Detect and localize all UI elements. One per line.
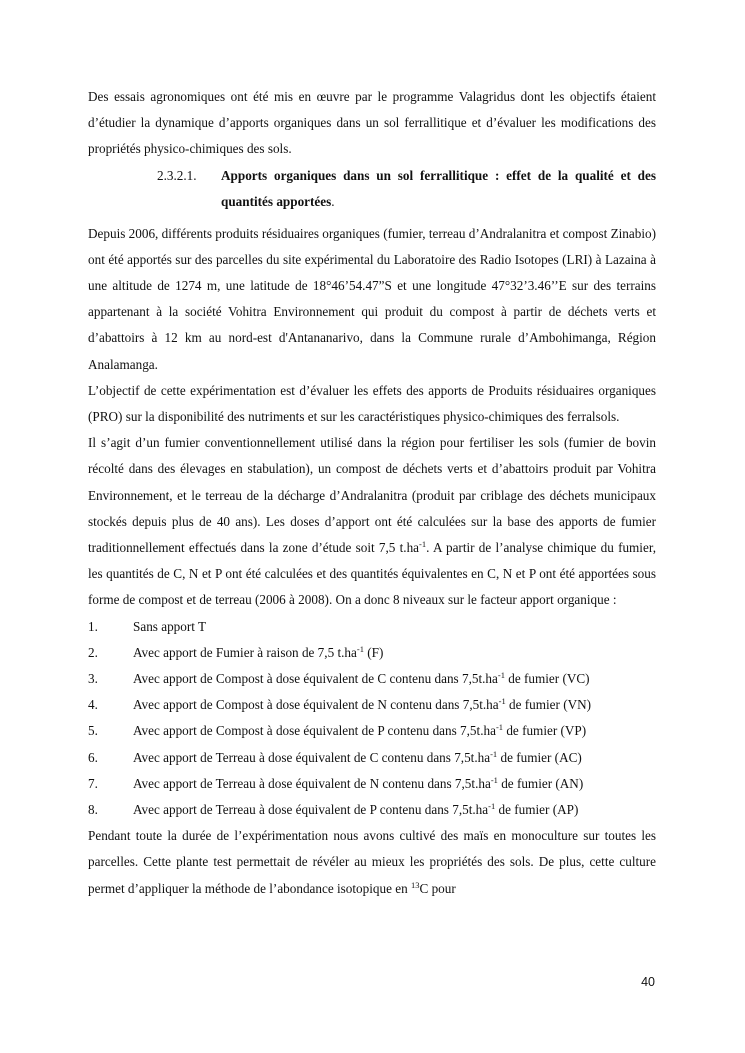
list-item-text <box>133 614 206 640</box>
section-title <box>221 163 656 215</box>
section-number: 2.3.2.1. <box>157 167 197 183</box>
list-item-label: Avec apport de Compost à dose équivalent de C contenu dans 7,5t.ha <box>133 671 498 687</box>
list-item-suffix: de fumier (VN) <box>505 697 592 713</box>
list-item-suffix: de fumier (AC) <box>497 749 582 765</box>
isotope-superscript: 13 <box>410 879 420 890</box>
paragraph-treatments <box>88 430 656 613</box>
list-item-number: 8. <box>88 802 98 818</box>
paragraph-culture <box>88 823 656 902</box>
list-item-suffix: de fumier (AP) <box>495 802 579 818</box>
page-number: 40 <box>641 975 655 989</box>
list-item-text <box>133 797 578 823</box>
list-item <box>88 797 656 823</box>
paragraph-site: Depuis 2006, différents produits résiduaires organiques (fumier, terreau d’Andralanitra et compost Zinabio) ont été apportés sur des parcelles du site expérimental du Laboratoire des Radio Isotopes (LRI) à Lazaina à une altitude de 1274 m, une latitude de 18°46’54.47”S et une longitude 47°32’3.46’’E sur des terrains appartenant à la société Vohitra Environnement qui produit du compost à partir de déchets verts et d’abattoirs à 12 km au nord-est d'Antananarivo, dans la Commune rurale d’Ambohimanga, Région Analamanga. <box>88 225 656 372</box>
list-item-label: Avec apport de Terreau à dose équivalent de N contenu dans 7,5t.ha <box>133 775 491 791</box>
paragraph-treatments-text-cont: . A partir de l’analyse chimique du fumier, les quantités de C, N et P ont été calculées et des quantités équivalentes en C, N et P ont été apportées sous forme de compost et de terreau (2006 à 2008). On a donc 8 niveaux sur le facteur apport organique : <box>88 540 656 608</box>
list-item-label: Avec apport de Terreau à dose équivalent de C contenu dans 7,5t.ha <box>133 749 491 765</box>
list-item-label: Avec apport de Terreau à dose équivalent de P contenu dans 7,5t.ha <box>133 802 489 818</box>
section-title-text: Apports organiques dans un sol ferrallitique : effet de la qualité et des quantités apportées <box>221 167 656 209</box>
list-item-superscript: -1 <box>490 748 498 759</box>
page-body <box>88 84 656 902</box>
list-item-text <box>133 640 383 666</box>
paragraph-treatments-text: Il s’agit d’un fumier conventionnellement utilisé dans la région pour fertiliser les sols (fumier de bovin récolté dans des élevages en stabulation), un compost de déchets verts et d’abattoirs produit par Vohitra Environnement, et le terreau de la décharge d’Andralanitra (produit par criblage des déchets municipaux stockés depuis plus de 40 ans). Les doses d’apport ont été calculées sur la base des apports de fumier traditionnellement effectués dans la zone d’étude soit 7,5 t.ha <box>88 435 656 556</box>
list-item <box>88 771 656 797</box>
list-item-superscript: -1 <box>488 801 496 812</box>
list-item-suffix: de fumier (VC) <box>504 671 590 687</box>
superscript: -1 <box>419 539 427 550</box>
section-title-tail: . <box>331 193 335 209</box>
list-item-superscript: -1 <box>495 722 504 733</box>
list-item <box>88 666 656 692</box>
list-item-superscript: -1 <box>498 696 506 707</box>
list-item-superscript: -1 <box>356 643 364 654</box>
list-item-number: 3. <box>88 671 98 687</box>
list-item-number: 6. <box>88 749 98 765</box>
list-item-label: Sans apport T <box>133 618 207 634</box>
treatment-list <box>88 614 656 824</box>
list-item <box>88 614 656 640</box>
list-item <box>88 640 656 666</box>
intro-paragraph: Des essais agronomiques ont été mis en œuvre par le programme Valagridus dont les objectifs étaient d’étudier la dynamique d’apports organiques dans un sol ferrallitique et d’évaluer les modifications des propriétés physico-chimiques des sols. <box>88 89 656 157</box>
list-item-label: Avec apport de Fumier à raison de 7,5 t.ha <box>133 644 357 660</box>
list-item-superscript: -1 <box>490 774 498 785</box>
list-item <box>88 692 656 718</box>
list-item-text <box>133 666 590 692</box>
list-item-superscript: -1 <box>497 670 505 681</box>
list-item-suffix: de fumier (VP) <box>503 723 587 739</box>
list-item-text <box>133 718 586 744</box>
list-item-text <box>133 745 582 771</box>
list-item <box>88 745 656 771</box>
paragraph-culture-text: Pendant toute la durée de l’expérimentation nous avons cultivé des maïs en monoculture sur toutes les parcelles. Cette plante test permettait de révéler au mieux les propriétés des sols. De plus, cette culture permet d’appliquer la méthode de l’abondance isotopique en <box>88 828 656 896</box>
list-item-text <box>133 771 583 797</box>
list-item-number: 5. <box>88 723 98 739</box>
paragraph-culture-text-cont: C pour <box>419 880 456 896</box>
list-item-label: Avec apport de Compost à dose équivalent de P contenu dans 7,5t.ha <box>133 723 496 739</box>
list-item-number: 7. <box>88 775 98 791</box>
list-item-text <box>133 692 591 718</box>
list-item-number: 1. <box>88 618 98 634</box>
section-heading <box>157 163 656 215</box>
list-item-suffix: de fumier (AN) <box>497 775 584 791</box>
list-item-suffix: (F) <box>363 644 384 660</box>
list-item-label: Avec apport de Compost à dose équivalent de N contenu dans 7,5t.ha <box>133 697 499 713</box>
paragraph-objective: L’objectif de cette expérimentation est d’évaluer les effets des apports de Produits résiduaires organiques (PRO) sur la disponibilité des nutriments et sur les caractéristiques physico-chimiques des ferralsols. <box>88 382 656 425</box>
list-item-number: 2. <box>88 644 98 660</box>
list-item <box>88 718 656 744</box>
list-item-number: 4. <box>88 697 98 713</box>
